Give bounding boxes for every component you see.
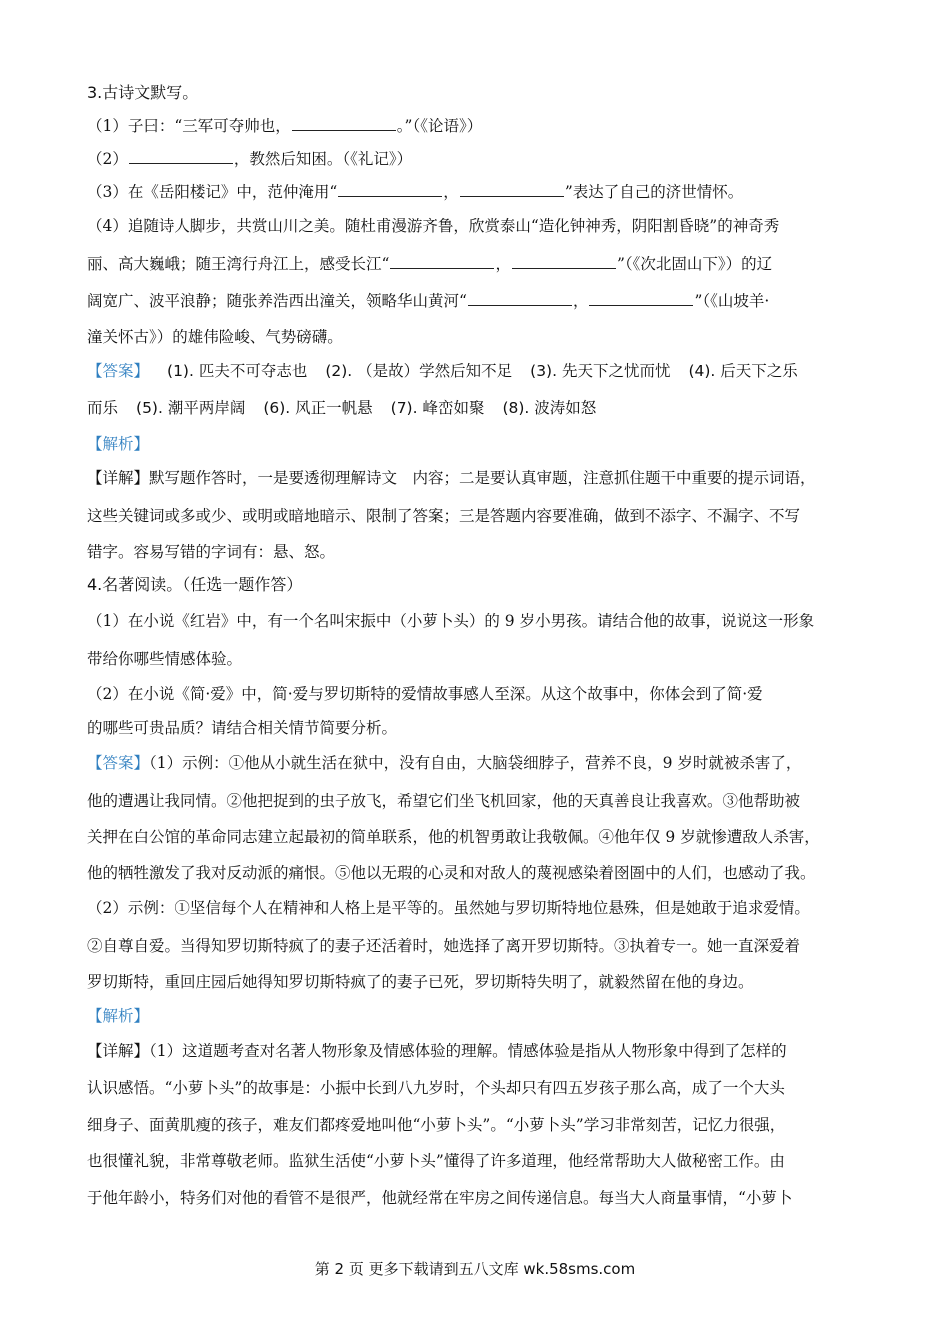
q4-detail-line-1: 【详解】（1）这道题考查对名著人物形象及情感体验的理解。情感体验是指从人物形象中得到了怎样的	[87, 1042, 787, 1060]
q4-title-a: 4.名著阅读。（	[87, 575, 191, 594]
q4-item-1-line-1: （1）在小说《红岩》中，有一个名叫宋振中（小萝卜头）的 9 岁小男孩。请结合他的故事，说说这一形象	[87, 612, 815, 630]
q3-answer-line-2	[87, 397, 877, 419]
q4-detail-line-3: 细身子、面黄肌瘦的孩子，难友们都疼爱地叫他“小萝卜头”。“小萝卜头”学习非常刻苦，记忆力很强，	[87, 1116, 786, 1134]
q3-item-4-line-2-a: 丽、高大巍峨；随王湾行舟江上，感受长江“	[87, 255, 390, 273]
answer-item: (3). 先天下之忧而忧	[530, 362, 671, 380]
q3-item-4-line-1: （4）追随诗人脚步，共赏山川之美。随杜甫漫游齐鲁，欣赏泰山“造化钟神秀，阴阳割昏晓”的神奇秀	[87, 217, 780, 235]
answer-item: (6). 风正一帆悬	[263, 399, 373, 417]
q4-item-2-line-2: 的哪些可贵品质？请结合相关情节简要分析。	[87, 719, 398, 737]
q4-title	[87, 574, 877, 596]
q4-analysis-tag	[87, 1005, 877, 1027]
q3-item-3-text-b: ，	[443, 183, 459, 201]
analysis-tag: 【解析】	[87, 435, 150, 453]
q4-answer-line-5: （2）示例：①坚信每个人在精神和人格上是平等的。虽然她与罗切斯特地位悬殊，但是她敢于追求爱情。	[87, 899, 810, 917]
q4-detail-line-4: 也很懂礼貌，非常尊敬老师。监狱生活使“小萝卜头”懂得了许多道理，他经常帮助大人做秘密工作。由	[87, 1152, 785, 1170]
q4-item-2-line-1: （2）在小说《简·爱》中，简·爱与罗切斯特的爱情故事感人至深。从这个故事中，你体会到了简·爱	[87, 685, 763, 703]
q4-detail-line-2: 认识感悟。“小萝卜头”的故事是：小振中长到八九岁时，个头却只有四五岁孩子那么高，成了一个大头	[87, 1079, 785, 1097]
q3-item-4-line-3-c: ”（《山坡羊·	[694, 292, 770, 310]
q3-item-2	[87, 148, 877, 170]
q3-detail-line-3: 错字。容易写错的字词有：悬、怒。	[87, 543, 336, 561]
q3-detail-line-1: 【详解】默写题作答时，一是要透彻理解诗文 内容；二是要认真审题，注意抓住题干中重要的提示词语，	[87, 469, 816, 487]
answer-tag: 【答案】	[87, 362, 150, 380]
q3-item-3-text-a: （3）在《岳阳楼记》中，范仲淹用“	[87, 183, 338, 201]
emphasis-char: 任	[190, 575, 207, 594]
q3-item-1-text-a: （1）子曰：“三军可夺帅也，	[87, 117, 291, 135]
q4-answer-line-3: 关押在白公馆的革命同志建立起最初的简单联系，他的机智勇敢让我敬佩。④他年仅 9 岁就惨遭敌人杀害，	[87, 828, 820, 846]
q3-title: 3.古诗文默写。	[87, 83, 199, 102]
answer-item: (2). （是故）学然后知不足	[325, 362, 513, 380]
q4-detail-line-5: 于他年龄小，特务们对他的看管不是很严，他就经常在牢房之间传递信息。每当大人商量事情，“小萝卜	[87, 1189, 793, 1207]
q3-item-4-line-3-b: ，	[572, 292, 589, 310]
q4-item-1-line-2: 带给你哪些情感体验。	[87, 650, 243, 668]
q3-item-1-text-b: 。”（《论语》）	[396, 117, 483, 135]
emphasis-char: 一	[222, 575, 239, 594]
q3-item-4-line-3-a: 阔宽广、波平浪静；随张养浩西出潼关，领略华山黄河“	[87, 292, 467, 310]
answer-blank	[292, 116, 396, 131]
q3-item-4-line-3	[87, 290, 877, 312]
answer-item: (1). 匹夫不可夺志也	[167, 362, 308, 380]
q3-item-4-line-4: 潼关怀古》）的雄伟险峻、气势磅礴。	[87, 328, 343, 346]
q4-answer-text: （1）示例：①他从小就生活在狱中，没有自由，大脑袋细脖子，营养不良，9 岁时就被杀害了，	[149, 754, 802, 772]
answer-blank	[390, 254, 494, 269]
answer-blank	[460, 182, 564, 197]
q3-analysis-tag	[87, 433, 877, 455]
answer-blank	[468, 291, 572, 306]
q3-item-2-text-b: ，教然后知困。（《礼记》）	[233, 150, 413, 168]
q3-item-2-text-a: （2）	[87, 150, 128, 168]
answer-tag: 【答案】	[87, 754, 150, 772]
q3-answer-line-1	[87, 360, 877, 382]
answer-item: (5). 潮平两岸阔	[136, 399, 246, 417]
answer-item: (4). 后天下之乐	[688, 362, 798, 380]
answer-item: (8). 波涛如怒	[502, 399, 597, 417]
q3-item-4-line-2-b: ，	[495, 255, 511, 273]
q3-item-4-line-2	[87, 253, 877, 275]
q4-answer-line-1	[87, 752, 877, 774]
q4-answer-line-6: ②自尊自爱。当得知罗切斯特疯了的妻子还活着时，她选择了离开罗切斯特。③执着专一。她一直深爱着	[87, 937, 801, 955]
q3-item-4-line-2-c: ”（《次北固山下》）的辽	[616, 255, 773, 273]
answer-blank	[512, 254, 616, 269]
q4-answer-line-4: 他的牺牲激发了我对反动派的痛恨。⑤他以无瑕的心灵和对敌人的蔑视感染着囹圄中的人们，也感动了我。	[87, 864, 816, 882]
emphasis-char: 题	[238, 575, 255, 594]
answer-item: (7). 峰峦如聚	[390, 399, 485, 417]
analysis-tag: 【解析】	[87, 1007, 150, 1025]
q4-answer-line-2: 他的遭遇让我同情。②他把捉到的虫子放飞，希望它们坐飞机回家，他的天真善良让我喜欢。③他帮助被	[87, 792, 801, 810]
q3-item-1	[87, 115, 877, 137]
q3-detail-line-2: 这些关键词或多或少、或明或暗地暗示、限制了答案；三是答题内容要准确，做到不添字、不漏字、不写	[87, 507, 801, 525]
answer-blank	[129, 149, 233, 164]
answer-blank	[589, 291, 693, 306]
page-footer: 第 2 页 更多下载请到五八文库 wk.58sms.com	[314, 1260, 636, 1278]
answer-item: 而乐	[87, 399, 119, 417]
emphasis-char: 选	[206, 575, 223, 594]
q4-answer-line-7: 罗切斯特，重回庄园后她得知罗切斯特疯了的妻子已死，罗切斯特失明了，就毅然留在他的身边。	[87, 973, 754, 991]
q3-item-3	[87, 181, 877, 203]
q4-title-b: 作答）	[254, 575, 303, 594]
q3-item-3-text-c: ”表达了自己的济世情怀。	[564, 183, 744, 201]
answer-blank	[338, 182, 442, 197]
